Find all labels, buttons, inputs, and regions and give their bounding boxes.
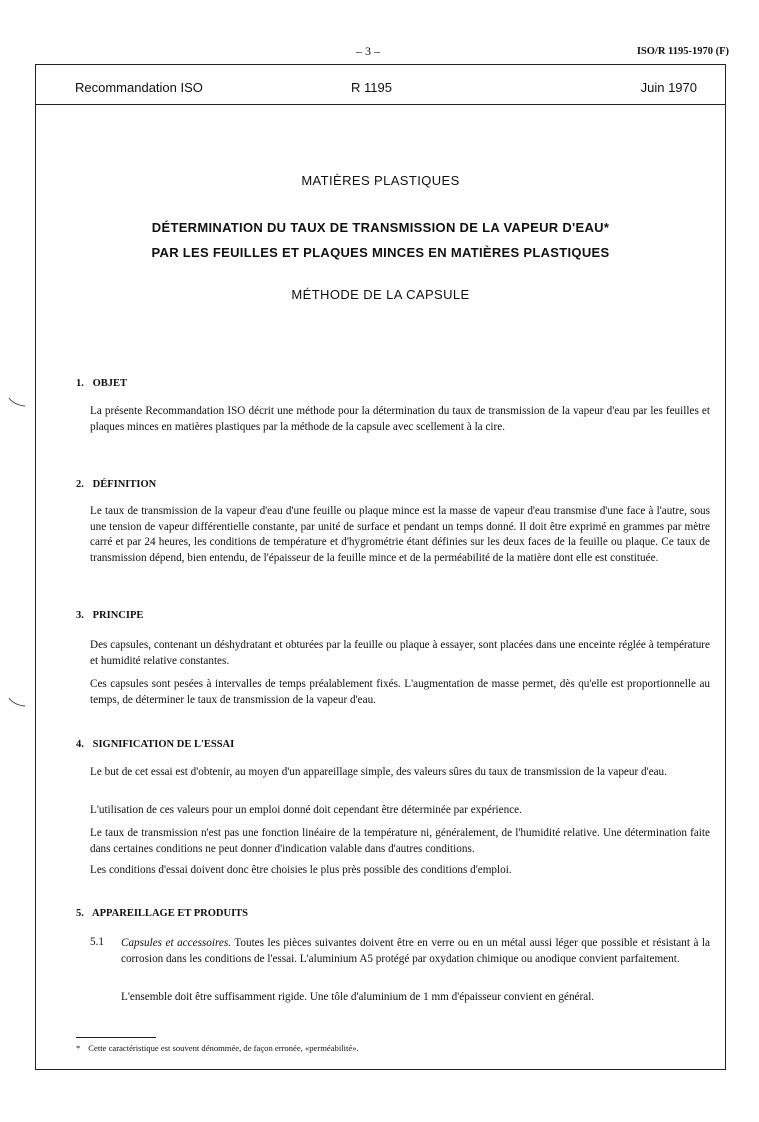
page-title: MATIÈRES PLASTIQUES <box>301 173 460 188</box>
document-reference: ISO/R 1195-1970 (F) <box>636 46 729 57</box>
document-subtitle-line2: PAR LES FEUILLES ET PLAQUES MINCES EN MATIÈRES PLASTIQUES <box>151 245 610 260</box>
section-number: 1. <box>76 378 84 389</box>
paragraph: Le taux de transmission n'est pas une fonction linéaire de la température ni, généralement, de l'humidité relative. Une détermination faite dans certaines conditions ne peut donner d'indication valable dans d'autres conditions. <box>90 827 710 855</box>
header-date: Juin 1970 <box>640 80 697 95</box>
clause-number: 5.1 <box>90 936 104 948</box>
paragraph: Ces capsules sont pesées à intervalles de temps préalablement fixés. L'augmentation de masse permet, dès qu'elle est proportionnelle au temps, de déterminer le taux de transmission de la vapeur d'eau. <box>90 678 710 706</box>
paragraph: L'utilisation de ces valeurs pour un emploi donné doit cependant être déterminée par expérience. <box>90 804 522 816</box>
clause-paragraph <box>121 936 710 967</box>
section-number: 3. <box>76 610 84 621</box>
page-frame <box>35 64 726 1070</box>
section-heading <box>76 479 156 490</box>
margin-tick-mark <box>8 697 26 707</box>
margin-tick-mark <box>8 397 26 407</box>
section-title: DÉFINITION <box>92 479 157 490</box>
section-heading <box>76 378 127 389</box>
section-heading <box>76 908 248 919</box>
clause-paragraph: L'ensemble doit être suffisamment rigide. Une tôle d'aluminium de 1 mm d'épaisseur convient en général. <box>121 991 595 1003</box>
header-recommendation: Recommandation ISO <box>75 80 203 95</box>
clause-text: Toutes les pièces suivantes doivent être en verre ou en un métal aussi léger que possible et résistant à la corrosion dans les conditions de l'essai. L'aluminium A5 protégé par oxydation chimique ou anodique convient parfaitement. <box>121 937 710 965</box>
footnote <box>76 1043 359 1053</box>
header-row <box>36 65 725 105</box>
section-title: APPAREILLAGE ET PRODUITS <box>92 908 249 919</box>
document-subtitle-line1: DÉTERMINATION DU TAUX DE TRANSMISSION DE LA VAPEUR D'EAU* <box>151 220 610 235</box>
footnote-marker: * <box>76 1043 81 1053</box>
section-title: SIGNIFICATION DE L'ESSAI <box>92 739 235 750</box>
footnote-text: Cette caractéristique est souvent dénommée, de façon erronée, «perméabilité». <box>88 1043 359 1053</box>
header-number: R 1195 <box>351 80 392 95</box>
footnote-rule <box>76 1037 156 1038</box>
method-title: MÉTHODE DE LA CAPSULE <box>291 287 470 302</box>
paragraph: Le taux de transmission de la vapeur d'eau d'une feuille ou plaque mince est la masse de vapeur d'eau transmise d'une face à l'autre, sous une tension de vapeur différentielle constante, par unité de surface et pendant un temps donné. Il doit être exprimé en grammes par mètre carré et par 24 heures, les conditions de température et d'hygrométrie étant définies sur les deux faces de la feuille ou plaque. Ce taux de transmission dépend, bien entendu, de l'épaisseur de la feuille mince et de la perméabilité de la matière dont elle est constituée. <box>90 505 710 564</box>
page-number: – 3 – <box>356 44 380 58</box>
paragraph: La présente Recommandation ISO décrit une méthode pour la détermination du taux de transmission de la vapeur d'eau par les feuilles et plaques minces en matières plastiques par la méthode de la capsule avec scellement à la cire. <box>90 405 710 433</box>
section-number: 2. <box>76 479 84 490</box>
paragraph: Les conditions d'essai doivent donc être choisies le plus près possible des conditions d'emploi. <box>90 864 512 876</box>
section-title: OBJET <box>92 378 128 389</box>
section-heading <box>76 739 234 750</box>
section-number: 5. <box>76 908 84 919</box>
section-number: 4. <box>76 739 84 750</box>
section-title: PRINCIPE <box>92 610 144 621</box>
paragraph: Le but de cet essai est d'obtenir, au moyen d'un appareillage simple, des valeurs sûres du taux de transmission de la vapeur d'eau. <box>90 766 667 778</box>
paragraph: Des capsules, contenant un déshydratant et obturées par la feuille ou plaque à essayer, sont placées dans une enceinte réglée à température et humidité relative constantes. <box>90 639 710 667</box>
clause-title: Capsules et accessoires. <box>121 937 232 949</box>
section-heading <box>76 610 143 621</box>
